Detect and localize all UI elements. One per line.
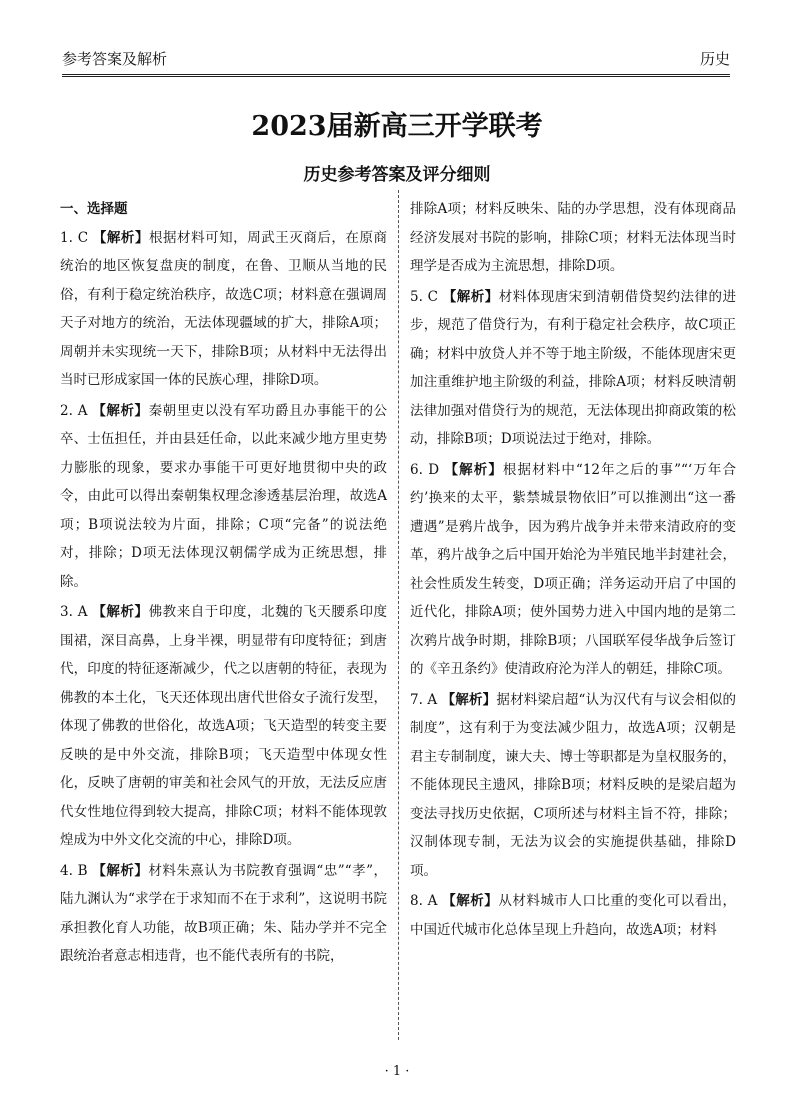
answer-number: 3. A (60, 604, 88, 620)
analysis-text: 材料体现唐宋到清朝借贷契约法律的进步，规范了借贷行为，有利于稳定社会秩序，故C项正确；材料中放贷人并不等于地主阶级，不能体现唐宋更加注重维护地主阶级的利益，排除A项；材料反映清朝法律加强对借贷行为的规范，无法体现出抑商政策的松动，排除B项；D项说法过于绝对，排除。 (410, 288, 737, 447)
answer-number: 2. A (60, 402, 88, 419)
answer-item-6 (410, 456, 736, 684)
answer-item-4-continuation: 排除A项；材料反映朱、陆的办学思想，没有体现商品经济发展对书院的影响，排除C项；材料无法体现当时理学是否成为主流思想，排除D项。 (410, 201, 736, 274)
answer-number: 6. D (410, 461, 440, 478)
analysis-tag: 【解析】 (92, 604, 149, 620)
header-subject-label: 历史 (699, 50, 730, 68)
answer-item-8 (410, 887, 736, 944)
left-column (60, 195, 387, 973)
analysis-tag: 【解析】 (442, 893, 499, 909)
analysis-text: 秦朝里吏以没有军功爵且办事能干的公卒、士伍担任，并由县廷任命，以此来减少地方里吏势力膨胀的现象，要求办事能干可更好地贯彻中央的政令，由此可以得出秦朝集权理念渗透基层治理，故选A项；B项说法较为片面，排除；C项“完备”的说法绝对，排除；D项无法体现汉朝儒学成为正统思想，排除。 (60, 402, 388, 590)
analysis-text: 据材料梁启超“认为汉代有与议会相似的制度”，这有利于为变法减少阻力，故选A项；汉朝是君主专制制度，谏大夫、博士等职都是为皇权服务的，不能体现民主遗风，排除B项；材料反映的是梁启超为变法寻找历史依据，C项所述与材料主旨不符，排除；汉制体现专制，无法为议会的实施提供基础，排除D项。 (410, 691, 737, 879)
answer-item-1 (60, 224, 387, 395)
answer-number: 7. A (410, 691, 438, 708)
page-title: 2023届新高三开学联考 (251, 111, 543, 142)
analysis-tag: 【解析】 (444, 461, 503, 478)
header-left-label: 参考答案及解析 (62, 50, 168, 68)
answer-number: 4. B (60, 862, 88, 879)
analysis-tag: 【解析】 (442, 288, 499, 305)
column-divider (398, 190, 399, 1040)
answer-item-5 (410, 283, 736, 454)
analysis-text: 材料朱熹认为书院教育强调“忠”“孝”，陆九渊认为“求学在于求知而不在于求利”，这说明书院承担教化育人功能，故B项正确；朱、陆办学并不完全跟统治者意志相违背，也不能代表所有的书院， (60, 862, 387, 964)
analysis-tag: 【解析】 (92, 229, 149, 246)
analysis-tag: 【解析】 (92, 402, 149, 419)
section-heading: 一、选择题 (60, 201, 128, 217)
answer-number: 8. A (410, 893, 438, 909)
right-column (410, 195, 736, 946)
page-header (62, 44, 730, 77)
answer-item-2 (60, 397, 387, 597)
page-subtitle: 历史参考答案及评分细则 (303, 165, 491, 185)
answer-number: 5. C (410, 288, 438, 305)
analysis-tag: 【解析】 (92, 862, 149, 879)
answer-number: 1. C (60, 229, 89, 246)
page-number: · 1 · (384, 1064, 410, 1079)
answer-item-4 (60, 857, 387, 971)
answer-item-3 (60, 598, 387, 855)
analysis-text: 根据材料中“12年之后的事”“‘万年合约’换来的太平，紫禁城景物依旧”可以推测出“这一番遭遇”是鸦片战争，因为鸦片战争并未带来清政府的变革，鸦片战争之后中国开始沦为半殖民地半封建社会，社会性质发生转变，D项正确；洋务运动开启了中国的近代化，排除A项；使外国势力进入中国内地的是第二次鸦片战争时期，排除B项；八国联军侵华战争后签订的《辛丑条约》使清政府沦为洋人的朝廷，排除C项。 (410, 461, 737, 677)
analysis-tag: 【解析】 (441, 691, 497, 708)
analysis-text: 佛教来自于印度，北魏的飞天腰系印度围裙，深目高鼻，上身半裸，明显带有印度特征；到唐代，印度的特征逐渐减少，代之以唐朝的特征，表现为佛教的本土化，飞天还体现出唐代世俗女子流行发型，体现了佛教的世俗化，故选A项；飞天造型的转变主要反映的是中外交流，排除B项；飞天造型中体现女性化，反映了唐朝的审美和社会风气的开放，无法反应唐代女性地位得到较大提高，排除C项；材料不能体现敦煌成为中外文化交流的中心，排除D项。 (60, 604, 388, 848)
analysis-text: 从材料城市人口比重的变化可以看出，中国近代城市化总体呈现上升趋向，故选A项；材料 (410, 893, 737, 938)
answer-item-7 (410, 686, 736, 886)
analysis-text: 根据材料可知，周武王灭商后，在原商统治的地区恢复盘庚的制度，在鲁、卫顺从当地的民俗，有利于稳定统治秩序，故选C项；材料意在强调周天子对地方的统治，无法体现疆域的扩大，排除A项；周朝并未实现统一天下，排除B项；从材料中无法得出当时已形成家国一体的民族心理，排除D项。 (60, 229, 387, 388)
